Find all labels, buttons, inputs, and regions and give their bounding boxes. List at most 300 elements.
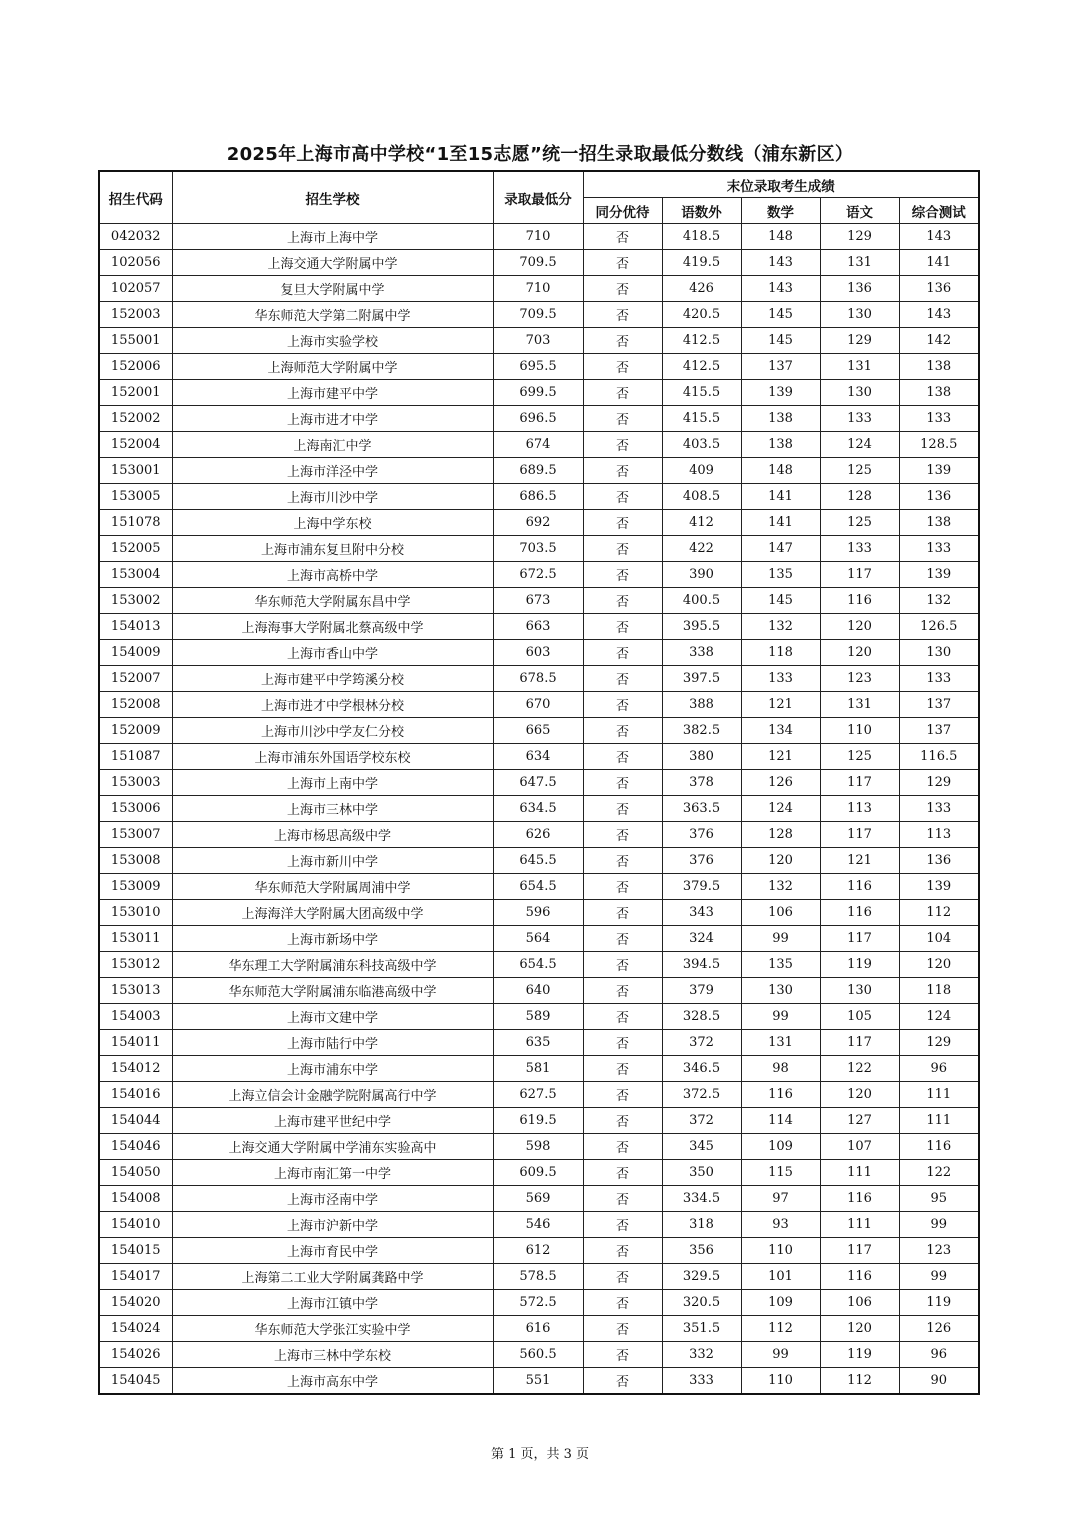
table-row	[99, 250, 979, 276]
cell-comprehensive-test: 129	[899, 1030, 979, 1056]
page-footer: 第 1 页，共 3 页	[490, 1447, 590, 1462]
cell-tie-priority: 否	[583, 588, 662, 614]
cell-chinese-math-english: 412.5	[662, 328, 741, 354]
cell-tie-priority: 否	[583, 328, 662, 354]
table-row	[99, 1134, 979, 1160]
cell-math: 147	[741, 536, 820, 562]
cell-school: 上海市沪新中学	[172, 1212, 493, 1238]
cell-code: 154050	[99, 1160, 172, 1186]
cell-school: 上海市川沙中学友仁分校	[172, 718, 493, 744]
cell-math: 99	[741, 1342, 820, 1368]
cell-chinese-math-english: 380	[662, 744, 741, 770]
cell-code: 154012	[99, 1056, 172, 1082]
cell-chinese-math-english: 356	[662, 1238, 741, 1264]
cell-tie-priority: 否	[583, 744, 662, 770]
cell-tie-priority: 否	[583, 718, 662, 744]
header-tie-priority: 同分优待	[583, 198, 662, 224]
cell-comprehensive-test: 113	[899, 822, 979, 848]
cell-school: 上海市上南中学	[172, 770, 493, 796]
cell-school: 上海市杨思高级中学	[172, 822, 493, 848]
cell-math: 116	[741, 1082, 820, 1108]
cell-chinese-math-english: 408.5	[662, 484, 741, 510]
cell-chinese: 125	[820, 510, 899, 536]
cell-chinese-math-english: 320.5	[662, 1290, 741, 1316]
cell-chinese: 129	[820, 328, 899, 354]
cell-tie-priority: 否	[583, 796, 662, 822]
cell-min-score: 598	[493, 1134, 583, 1160]
cell-math: 143	[741, 276, 820, 302]
cell-school: 上海海事大学附属北蔡高级中学	[172, 614, 493, 640]
header-comprehensive-test: 综合测试	[899, 198, 979, 224]
cell-chinese-math-english: 350	[662, 1160, 741, 1186]
cell-tie-priority: 否	[583, 406, 662, 432]
cell-chinese: 119	[820, 952, 899, 978]
cell-math: 132	[741, 614, 820, 640]
cell-school: 上海市南汇第一中学	[172, 1160, 493, 1186]
cell-math: 98	[741, 1056, 820, 1082]
cell-math: 110	[741, 1368, 820, 1395]
cell-min-score: 654.5	[493, 952, 583, 978]
cell-school: 华东师范大学附属浦东临港高级中学	[172, 978, 493, 1004]
cell-min-score: 635	[493, 1030, 583, 1056]
table-row	[99, 588, 979, 614]
table-row	[99, 874, 979, 900]
cell-math: 132	[741, 874, 820, 900]
cell-chinese: 111	[820, 1212, 899, 1238]
cell-min-score: 640	[493, 978, 583, 1004]
cell-chinese-math-english: 395.5	[662, 614, 741, 640]
cell-chinese: 125	[820, 458, 899, 484]
cell-code: 154017	[99, 1264, 172, 1290]
cell-chinese: 116	[820, 900, 899, 926]
cell-tie-priority: 否	[583, 1186, 662, 1212]
cell-chinese-math-english: 343	[662, 900, 741, 926]
cell-code: 152009	[99, 718, 172, 744]
cell-chinese-math-english: 346.5	[662, 1056, 741, 1082]
table-row	[99, 1264, 979, 1290]
cell-min-score: 670	[493, 692, 583, 718]
cell-code: 152003	[99, 302, 172, 328]
cell-chinese-math-english: 420.5	[662, 302, 741, 328]
cell-min-score: 578.5	[493, 1264, 583, 1290]
cell-school: 上海中学东校	[172, 510, 493, 536]
cell-tie-priority: 否	[583, 458, 662, 484]
cell-chinese: 123	[820, 666, 899, 692]
cell-school: 上海市新场中学	[172, 926, 493, 952]
cell-code: 042032	[99, 224, 172, 250]
cell-tie-priority: 否	[583, 276, 662, 302]
page-title: 2025年上海市高中学校“1至15志愿”统一招生录取最低分数线（浦东新区）	[226, 144, 854, 165]
table-row	[99, 744, 979, 770]
table-row	[99, 926, 979, 952]
cell-code: 155001	[99, 328, 172, 354]
cell-min-score: 654.5	[493, 874, 583, 900]
cell-school: 上海市川沙中学	[172, 484, 493, 510]
cell-comprehensive-test: 116	[899, 1134, 979, 1160]
cell-code: 153003	[99, 770, 172, 796]
cell-chinese: 122	[820, 1056, 899, 1082]
cell-comprehensive-test: 137	[899, 718, 979, 744]
cell-tie-priority: 否	[583, 1108, 662, 1134]
cell-comprehensive-test: 136	[899, 848, 979, 874]
cell-comprehensive-test: 139	[899, 562, 979, 588]
cell-comprehensive-test: 132	[899, 588, 979, 614]
cell-chinese: 128	[820, 484, 899, 510]
cell-tie-priority: 否	[583, 640, 662, 666]
cell-chinese: 112	[820, 1368, 899, 1395]
cell-comprehensive-test: 133	[899, 406, 979, 432]
cell-tie-priority: 否	[583, 562, 662, 588]
cell-min-score: 612	[493, 1238, 583, 1264]
table-row	[99, 354, 979, 380]
cell-math: 101	[741, 1264, 820, 1290]
cell-math: 121	[741, 692, 820, 718]
table-row	[99, 1056, 979, 1082]
table-row	[99, 978, 979, 1004]
cell-math: 114	[741, 1108, 820, 1134]
cell-chinese-math-english: 409	[662, 458, 741, 484]
cell-chinese: 133	[820, 406, 899, 432]
cell-min-score: 546	[493, 1212, 583, 1238]
cell-comprehensive-test: 133	[899, 796, 979, 822]
cell-chinese: 130	[820, 302, 899, 328]
cell-chinese-math-english: 397.5	[662, 666, 741, 692]
table-row	[99, 718, 979, 744]
cell-tie-priority: 否	[583, 484, 662, 510]
cell-chinese: 117	[820, 926, 899, 952]
cell-code: 154008	[99, 1186, 172, 1212]
cell-code: 153011	[99, 926, 172, 952]
cell-math: 99	[741, 926, 820, 952]
cell-min-score: 609.5	[493, 1160, 583, 1186]
cell-min-score: 678.5	[493, 666, 583, 692]
table-row	[99, 640, 979, 666]
table-row	[99, 1238, 979, 1264]
cell-school: 上海市高东中学	[172, 1368, 493, 1395]
cell-chinese-math-english: 376	[662, 848, 741, 874]
cell-min-score: 589	[493, 1004, 583, 1030]
table-row	[99, 1160, 979, 1186]
cell-min-score: 703	[493, 328, 583, 354]
table-row	[99, 1368, 979, 1395]
cell-comprehensive-test: 143	[899, 224, 979, 250]
cell-chinese-math-english: 419.5	[662, 250, 741, 276]
cell-tie-priority: 否	[583, 380, 662, 406]
cell-chinese-math-english: 324	[662, 926, 741, 952]
cell-chinese: 131	[820, 250, 899, 276]
cell-comprehensive-test: 111	[899, 1082, 979, 1108]
cell-math: 115	[741, 1160, 820, 1186]
cell-school: 上海市进才中学	[172, 406, 493, 432]
cell-min-score: 569	[493, 1186, 583, 1212]
cell-tie-priority: 否	[583, 510, 662, 536]
cell-math: 135	[741, 952, 820, 978]
cell-comprehensive-test: 129	[899, 770, 979, 796]
cell-school: 上海市文建中学	[172, 1004, 493, 1030]
cell-comprehensive-test: 137	[899, 692, 979, 718]
header-last-admitted-group: 末位录取考生成绩	[583, 171, 979, 198]
cell-math: 112	[741, 1316, 820, 1342]
cell-school: 上海市高桥中学	[172, 562, 493, 588]
table-row	[99, 1212, 979, 1238]
cell-chinese: 120	[820, 1316, 899, 1342]
cell-math: 134	[741, 718, 820, 744]
cell-school: 上海市浦东复旦附中分校	[172, 536, 493, 562]
cell-comprehensive-test: 123	[899, 1238, 979, 1264]
table-row	[99, 224, 979, 250]
cell-comprehensive-test: 130	[899, 640, 979, 666]
cell-tie-priority: 否	[583, 1316, 662, 1342]
cell-comprehensive-test: 128.5	[899, 432, 979, 458]
cell-comprehensive-test: 96	[899, 1342, 979, 1368]
cell-school: 上海市浦东外国语学校东校	[172, 744, 493, 770]
table-row	[99, 1186, 979, 1212]
cell-code: 154020	[99, 1290, 172, 1316]
cell-chinese-math-english: 363.5	[662, 796, 741, 822]
table-row	[99, 822, 979, 848]
cell-code: 154026	[99, 1342, 172, 1368]
cell-math: 110	[741, 1238, 820, 1264]
cell-min-score: 710	[493, 224, 583, 250]
cell-code: 151087	[99, 744, 172, 770]
cell-chinese: 120	[820, 614, 899, 640]
cell-min-score: 560.5	[493, 1342, 583, 1368]
cell-tie-priority: 否	[583, 1238, 662, 1264]
cell-min-score: 603	[493, 640, 583, 666]
cell-code: 154044	[99, 1108, 172, 1134]
cell-code: 154010	[99, 1212, 172, 1238]
cell-tie-priority: 否	[583, 1342, 662, 1368]
cell-school: 上海市建平中学	[172, 380, 493, 406]
cell-code: 102056	[99, 250, 172, 276]
cell-chinese-math-english: 379.5	[662, 874, 741, 900]
table-row	[99, 562, 979, 588]
cell-chinese-math-english: 338	[662, 640, 741, 666]
cell-school: 上海交通大学附属中学	[172, 250, 493, 276]
admission-score-table	[98, 170, 980, 1395]
cell-chinese-math-english: 328.5	[662, 1004, 741, 1030]
cell-chinese: 105	[820, 1004, 899, 1030]
cell-comprehensive-test: 139	[899, 874, 979, 900]
cell-min-score: 665	[493, 718, 583, 744]
cell-comprehensive-test: 111	[899, 1108, 979, 1134]
cell-min-score: 695.5	[493, 354, 583, 380]
cell-chinese: 120	[820, 640, 899, 666]
cell-code: 154003	[99, 1004, 172, 1030]
table-row	[99, 536, 979, 562]
cell-chinese: 129	[820, 224, 899, 250]
cell-tie-priority: 否	[583, 1134, 662, 1160]
cell-min-score: 709.5	[493, 250, 583, 276]
cell-code: 154015	[99, 1238, 172, 1264]
cell-school: 上海市三林中学	[172, 796, 493, 822]
cell-tie-priority: 否	[583, 952, 662, 978]
cell-code: 152007	[99, 666, 172, 692]
cell-code: 154046	[99, 1134, 172, 1160]
cell-chinese: 136	[820, 276, 899, 302]
cell-tie-priority: 否	[583, 1004, 662, 1030]
cell-school: 华东理工大学附属浦东科技高级中学	[172, 952, 493, 978]
cell-comprehensive-test: 104	[899, 926, 979, 952]
table-row	[99, 1342, 979, 1368]
cell-comprehensive-test: 124	[899, 1004, 979, 1030]
table-row	[99, 380, 979, 406]
table-row	[99, 692, 979, 718]
cell-math: 128	[741, 822, 820, 848]
cell-comprehensive-test: 126.5	[899, 614, 979, 640]
cell-tie-priority: 否	[583, 1290, 662, 1316]
table-row	[99, 302, 979, 328]
table-row	[99, 484, 979, 510]
table-row	[99, 406, 979, 432]
cell-chinese: 111	[820, 1160, 899, 1186]
cell-chinese: 113	[820, 796, 899, 822]
cell-chinese: 119	[820, 1342, 899, 1368]
cell-code: 153012	[99, 952, 172, 978]
cell-min-score: 703.5	[493, 536, 583, 562]
cell-chinese-math-english: 351.5	[662, 1316, 741, 1342]
cell-math: 106	[741, 900, 820, 926]
cell-chinese-math-english: 388	[662, 692, 741, 718]
header-min-score: 录取最低分	[493, 171, 583, 224]
cell-min-score: 689.5	[493, 458, 583, 484]
cell-code: 153005	[99, 484, 172, 510]
cell-school: 上海海洋大学附属大团高级中学	[172, 900, 493, 926]
cell-chinese-math-english: 372.5	[662, 1082, 741, 1108]
cell-school: 上海市进才中学根林分校	[172, 692, 493, 718]
cell-chinese: 125	[820, 744, 899, 770]
cell-math: 93	[741, 1212, 820, 1238]
cell-comprehensive-test: 112	[899, 900, 979, 926]
table-row	[99, 510, 979, 536]
cell-comprehensive-test: 99	[899, 1264, 979, 1290]
cell-comprehensive-test: 126	[899, 1316, 979, 1342]
cell-comprehensive-test: 96	[899, 1056, 979, 1082]
cell-code: 152002	[99, 406, 172, 432]
cell-code: 154045	[99, 1368, 172, 1395]
cell-tie-priority: 否	[583, 692, 662, 718]
cell-code: 153002	[99, 588, 172, 614]
cell-math: 133	[741, 666, 820, 692]
cell-code: 153010	[99, 900, 172, 926]
cell-school: 华东师范大学第二附属中学	[172, 302, 493, 328]
cell-min-score: 647.5	[493, 770, 583, 796]
cell-min-score: 692	[493, 510, 583, 536]
cell-math: 97	[741, 1186, 820, 1212]
cell-tie-priority: 否	[583, 666, 662, 692]
table-row	[99, 1082, 979, 1108]
cell-school: 复旦大学附属中学	[172, 276, 493, 302]
header-school: 招生学校	[172, 171, 493, 224]
cell-min-score: 672.5	[493, 562, 583, 588]
cell-school: 上海南汇中学	[172, 432, 493, 458]
table-row	[99, 458, 979, 484]
table-body	[99, 224, 979, 1395]
cell-chinese: 117	[820, 770, 899, 796]
cell-math: 130	[741, 978, 820, 1004]
cell-chinese: 117	[820, 562, 899, 588]
cell-chinese-math-english: 412	[662, 510, 741, 536]
cell-tie-priority: 否	[583, 770, 662, 796]
table-row	[99, 770, 979, 796]
cell-school: 上海市浦东中学	[172, 1056, 493, 1082]
cell-chinese-math-english: 422	[662, 536, 741, 562]
cell-math: 124	[741, 796, 820, 822]
cell-math: 109	[741, 1134, 820, 1160]
cell-chinese-math-english: 426	[662, 276, 741, 302]
cell-chinese-math-english: 400.5	[662, 588, 741, 614]
cell-school: 上海师范大学附属中学	[172, 354, 493, 380]
cell-chinese: 116	[820, 1264, 899, 1290]
cell-tie-priority: 否	[583, 926, 662, 952]
cell-math: 145	[741, 302, 820, 328]
cell-school: 华东师范大学附属周浦中学	[172, 874, 493, 900]
cell-min-score: 634	[493, 744, 583, 770]
cell-comprehensive-test: 143	[899, 302, 979, 328]
cell-comprehensive-test: 136	[899, 276, 979, 302]
cell-min-score: 686.5	[493, 484, 583, 510]
cell-chinese-math-english: 345	[662, 1134, 741, 1160]
cell-school: 上海市洋泾中学	[172, 458, 493, 484]
cell-chinese-math-english: 376	[662, 822, 741, 848]
cell-code: 151078	[99, 510, 172, 536]
cell-chinese: 117	[820, 822, 899, 848]
cell-tie-priority: 否	[583, 1056, 662, 1082]
cell-chinese: 131	[820, 354, 899, 380]
cell-comprehensive-test: 120	[899, 952, 979, 978]
cell-math: 145	[741, 328, 820, 354]
cell-tie-priority: 否	[583, 874, 662, 900]
cell-math: 131	[741, 1030, 820, 1056]
cell-comprehensive-test: 141	[899, 250, 979, 276]
cell-comprehensive-test: 133	[899, 666, 979, 692]
cell-school: 华东师范大学张江实验中学	[172, 1316, 493, 1342]
cell-min-score: 634.5	[493, 796, 583, 822]
cell-code: 153004	[99, 562, 172, 588]
cell-tie-priority: 否	[583, 1030, 662, 1056]
table-row	[99, 432, 979, 458]
cell-math: 139	[741, 380, 820, 406]
cell-tie-priority: 否	[583, 1212, 662, 1238]
cell-school: 上海市建平世纪中学	[172, 1108, 493, 1134]
cell-chinese-math-english: 394.5	[662, 952, 741, 978]
cell-chinese-math-english: 372	[662, 1108, 741, 1134]
table-row	[99, 328, 979, 354]
cell-chinese-math-english: 415.5	[662, 380, 741, 406]
cell-tie-priority: 否	[583, 614, 662, 640]
cell-min-score: 696.5	[493, 406, 583, 432]
cell-chinese: 124	[820, 432, 899, 458]
header-chinese-math-english: 语数外	[662, 198, 741, 224]
cell-school: 上海第二工业大学附属龚路中学	[172, 1264, 493, 1290]
cell-tie-priority: 否	[583, 1160, 662, 1186]
cell-chinese-math-english: 412.5	[662, 354, 741, 380]
cell-min-score: 709.5	[493, 302, 583, 328]
cell-chinese-math-english: 372	[662, 1030, 741, 1056]
cell-min-score: 674	[493, 432, 583, 458]
cell-chinese: 130	[820, 380, 899, 406]
cell-school: 上海市陆行中学	[172, 1030, 493, 1056]
cell-min-score: 616	[493, 1316, 583, 1342]
cell-math: 135	[741, 562, 820, 588]
cell-chinese-math-english: 334.5	[662, 1186, 741, 1212]
cell-min-score: 619.5	[493, 1108, 583, 1134]
cell-math: 138	[741, 432, 820, 458]
cell-code: 153009	[99, 874, 172, 900]
cell-tie-priority: 否	[583, 822, 662, 848]
cell-code: 153006	[99, 796, 172, 822]
cell-school: 上海交通大学附属中学浦东实验高中	[172, 1134, 493, 1160]
